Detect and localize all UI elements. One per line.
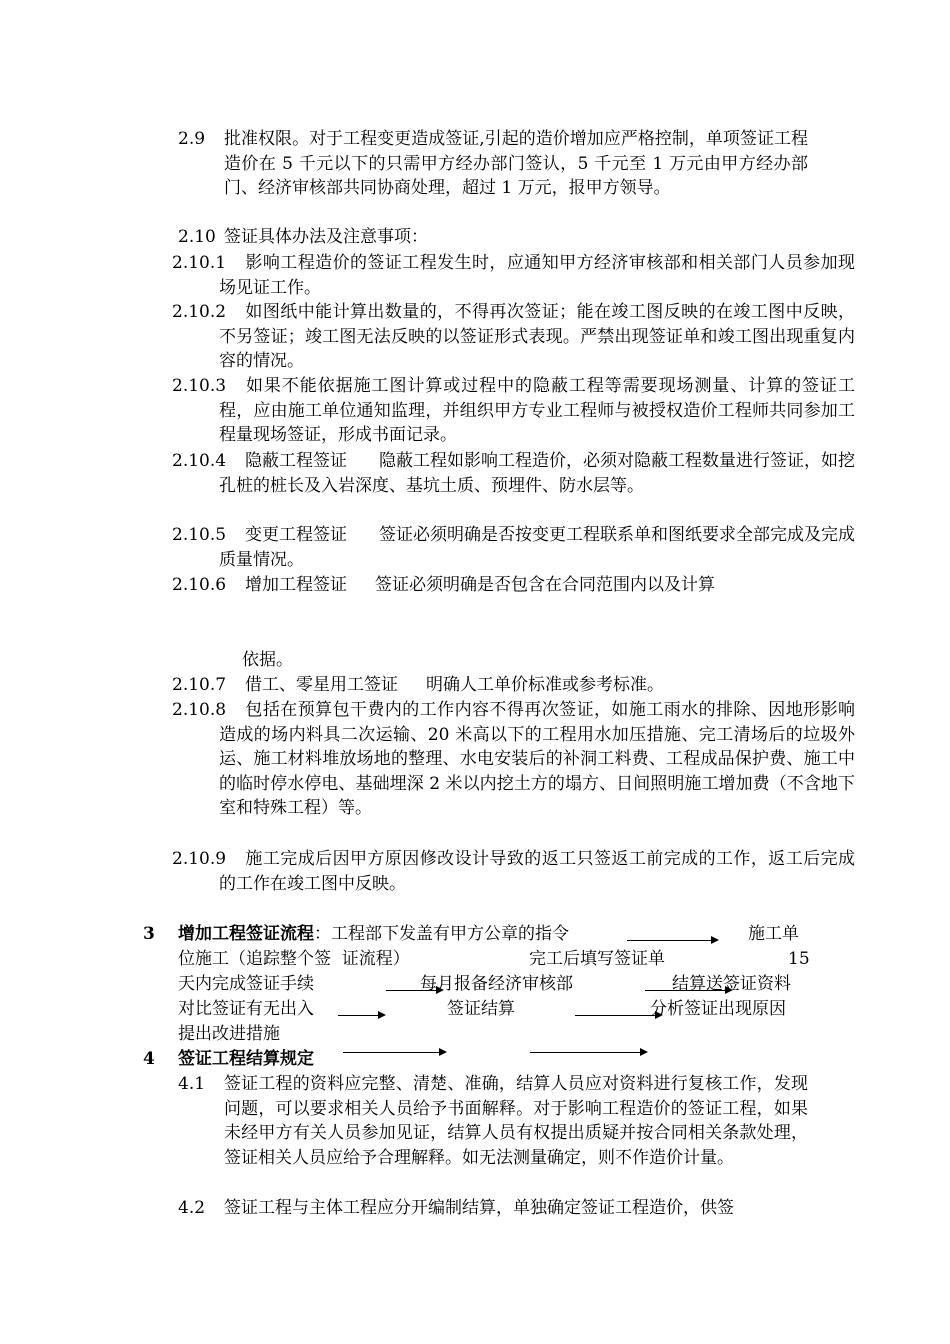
clause-text: 如果不能依据施工图计算或过程中的隐蔽工程等需要现场测量、计算的签证工程，应由施工单位通知监理，并组织甲方专业工程师与被授权造价工程师共同参加工程量现场签证，形成书面记录。: [219, 376, 855, 445]
clause-number: 2.10.5: [172, 525, 227, 545]
clause-text: 包括在预算包干费内的工作内容不得再次签证，如施工雨水的排除、因地形影响造成的场内料具二次运输、20 米高以下的工程用水加压措施、完工清场后的垃圾外运、施工材料堆放场地的整理、水电安装后的补洞工料费、工程成品保护费、施工中的临时停水停电、基础埋深 2 米以内挖土方的塌方、日间照明施工增加费（不含地下室和特殊工程）等。: [219, 700, 855, 818]
clause-number: 2.10: [178, 227, 216, 247]
section-3-number: 3: [143, 924, 155, 944]
clause-text: 隐蔽工程如影响工程造价，必须对隐蔽工程数量进行签证，如挖孔桩的桩长及入岩深度、基坑土质、预埋件、防水层等。: [219, 451, 855, 496]
clause-number: 4.2: [178, 1198, 206, 1218]
clause-4-1: [178, 1072, 808, 1170]
clause-2-10: [178, 225, 808, 250]
clause-2-10-9: [172, 847, 855, 896]
flow-arrow: [627, 940, 717, 941]
clause-text: 明确人工单价标准或参考标准。: [426, 675, 664, 695]
clause-number: 2.10.3: [172, 376, 227, 396]
flow-step-3: 完工后填写签证单: [529, 949, 665, 969]
clause-text: 签证必须明确是否按变更工程联系单和图纸要求全部完成及完成质量情况。: [219, 525, 855, 570]
flow-step-5: 每月报备经济审核部: [420, 974, 573, 994]
section-4-title: 签证工程结算规定: [178, 1049, 314, 1069]
flow-arrow: [530, 1052, 646, 1053]
clause-text: 批准权限。对于工程变更造成签证,引起的造价增加应严格控制，单项签证工程造价在 5 千元以下的只需甲方经办部门签认，5 千元至 1 万元由甲方经办部门、经济审核部共同协商处理，超过 1 万元，报甲方领导。: [224, 129, 808, 198]
flow-arrow: [343, 1052, 445, 1053]
flow-step-4-rest: 天内完成签证手续: [178, 974, 314, 994]
clause-text: 签证工程的资料应完整、清楚、准确，结算人员应对资料进行复核工作，发现问题，可以要求相关人员给予书面解释。对于影响工程造价的签证工程，如果未经甲方有关人员参加见证，结算人员有权提出质疑并按合同相关条款处理，签证相关人员应给予合理解释。如无法测量确定，则不作造价计量。: [224, 1074, 808, 1168]
clause-text: 影响工程造价的签证工程发生时，应通知甲方经济审核部和相关部门人员参加现场见证工作。: [219, 253, 855, 298]
clause-title: 变更工程签证: [245, 525, 347, 545]
clause-number: 2.10.4: [172, 451, 227, 471]
flow-step-2-rest: 位施工（追踪整个签 证流程）: [178, 949, 410, 969]
flow-arrow: [338, 1015, 384, 1016]
section-3-title: 增加工程签证流程: [178, 924, 314, 944]
clause-2-10-6: [172, 573, 808, 598]
clause-text: 签证工程与主体工程应分开编制结算，单独确定签证工程造价，供签: [224, 1198, 734, 1218]
clause-continuation: 依据。: [242, 650, 293, 670]
clause-text: 签证必须明确是否包含在合同范围内以及计算: [375, 575, 715, 595]
clause-text: 签证具体办法及注意事项：: [224, 227, 428, 247]
clause-text: 如图纸中能计算出数量的，不得再次签证；能在竣工图反映的在竣工图中反映，不另签证；竣工图无法反映的以签证形式表现。严禁出现签证单和竣工图出现重复内容的情况。: [219, 302, 855, 371]
flow-step-4-start: 15: [788, 949, 810, 969]
flow-step-6-rest: 对比签证有无出入: [178, 999, 314, 1019]
clause-number: 2.10.9: [172, 849, 227, 869]
clause-number: 2.10.8: [172, 700, 227, 720]
clause-4-2: [178, 1196, 808, 1221]
clause-title: 隐蔽工程签证: [245, 451, 347, 471]
flow-step-8-rest: 提出改进措施: [178, 1024, 280, 1044]
clause-number: 2.10.7: [172, 675, 227, 695]
clause-2-10-2: [172, 300, 855, 374]
clause-2-10-8: [172, 698, 855, 821]
clause-title: 增加工程签证: [245, 575, 347, 595]
clause-text: 施工完成后因甲方原因修改设计导致的返工只签返工前完成的工作，返工后完成的工作在竣工图中反映。: [219, 849, 855, 894]
clause-number: 4.1: [178, 1074, 206, 1094]
flow-arrow: [575, 1015, 661, 1016]
section-4-number: 4: [143, 1049, 155, 1069]
clause-2-10-4: [172, 449, 855, 498]
clause-2-9: [178, 127, 808, 201]
clause-2-10-1: [172, 251, 855, 300]
clause-number: 2.10.6: [172, 575, 227, 595]
section-3-colon: ：: [314, 924, 331, 944]
flow-step-8: 分析签证出现原因: [650, 999, 786, 1019]
flow-arrow: [386, 990, 442, 991]
clause-title: 借工、零星用工签证: [245, 675, 398, 695]
flow-step-2: 施工单: [748, 924, 799, 944]
clause-number: 2.10.1: [172, 253, 227, 273]
clause-number: 2.10.2: [172, 302, 227, 322]
clause-2-10-5: [172, 523, 855, 572]
clause-2-10-7: [172, 673, 808, 698]
section-3-heading: [178, 922, 569, 947]
flow-step-7: 签证结算: [447, 999, 515, 1019]
flow-step-6: 结算送签证资料: [672, 974, 791, 994]
flow-step-1: 工程部下发盖有甲方公章的指令: [331, 924, 569, 944]
clause-2-10-3: [172, 374, 855, 448]
flow-arrow: [645, 990, 731, 991]
clause-number: 2.9: [178, 129, 206, 149]
